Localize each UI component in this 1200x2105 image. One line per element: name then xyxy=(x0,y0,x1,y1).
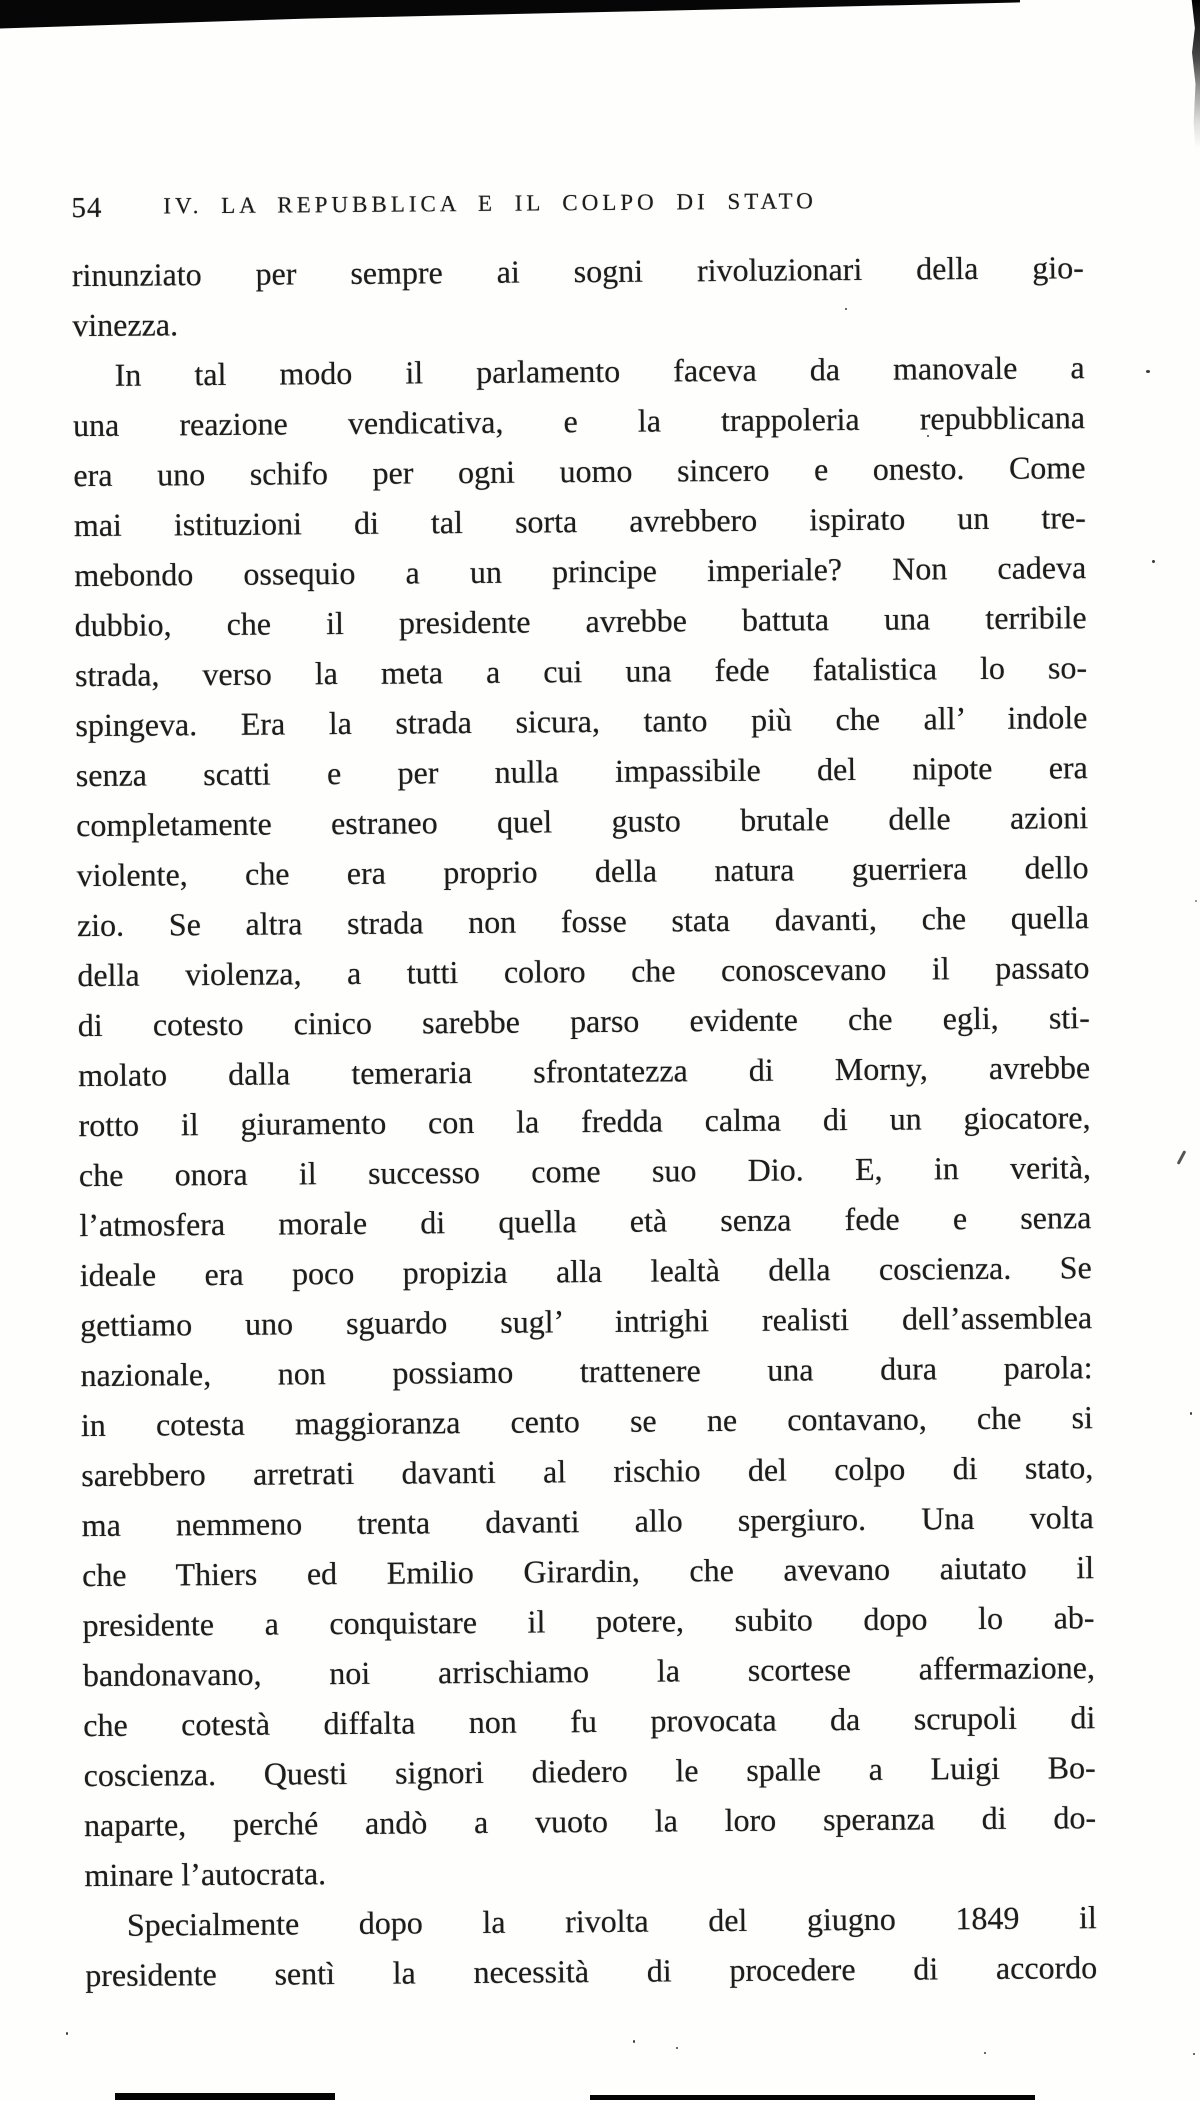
text-line: dubbio, che il presidente avrebbe battuta una terribile xyxy=(74,599,1087,644)
text-line: violente, che era proprio della natura guerriera dello xyxy=(76,849,1089,894)
text-line: In tal modo il parlamento faceva da manovale a xyxy=(114,349,1085,393)
text-line: zio. Se altra strada non fosse stata davanti, che quella xyxy=(76,899,1090,944)
text-line: di cotesto cinico sarebbe parso evidente che egli, sti- xyxy=(77,999,1090,1044)
page-number: 54 xyxy=(71,191,103,225)
text-line: l’atmosfera morale di quella età senza fede e senza xyxy=(79,1199,1092,1244)
text-line: ideale era poco propizia alla lealtà della coscienza. Se xyxy=(79,1249,1092,1294)
text-line: della violenza, a tutti coloro che conoscevano il passato xyxy=(77,949,1090,994)
text-line: vinezza. xyxy=(72,306,179,344)
text-line: mai istituzioni di tal sorta avrebbero ispirato un tre- xyxy=(73,499,1086,544)
text-line: gettiamo uno sguardo sugl’ intrighi realisti dell’assemblea xyxy=(80,1299,1093,1344)
body-text xyxy=(72,242,1098,2000)
text-line: coscienza. Questi signori diedero le spalle a Luigi Bo- xyxy=(83,1749,1096,1794)
text-line: mebondo ossequio a un principe imperiale? Non cadeva xyxy=(74,549,1087,594)
text-line: ma nemmeno trenta davanti allo spergiuro. Una volta xyxy=(81,1499,1094,1544)
text-line: completamente estraneo quel gusto brutale delle azioni xyxy=(76,799,1089,844)
text-line: nazionale, non possiamo trattenere una dura parola: xyxy=(80,1349,1093,1394)
text-line: una reazione vendicativa, e la trappoleria repubblicana xyxy=(72,399,1086,444)
text-line: senza scatti e per nulla impassibile del nipote era xyxy=(75,749,1088,794)
text-line: molato dalla temeraria sfrontatezza di Morny, avrebbe xyxy=(78,1049,1091,1094)
text-line: che cotestà diffalta non fu provocata da scrupoli di xyxy=(83,1699,1096,1744)
text-line: bandonavano, noi arrischiamo la scortese affermazione, xyxy=(82,1649,1096,1694)
text-line: minare l’autocrata. xyxy=(84,1855,327,1894)
text-line: naparte, perché andò a vuoto la loro speranza di do- xyxy=(83,1799,1097,1844)
running-title: IV. LA REPUBBLICA E IL COLPO DI STATO xyxy=(163,188,817,219)
page-header xyxy=(71,182,1083,226)
text-line: che onora il successo come suo Dio. E, in verità, xyxy=(78,1149,1092,1194)
text-line: che Thiers ed Emilio Girardin, che avevano aiutato il xyxy=(81,1549,1095,1594)
text-line: spingeva. Era la strada sicura, tanto più che all’ indole xyxy=(75,699,1088,744)
text-line: rinunziato per sempre ai sogni rivoluzionari della gio- xyxy=(71,249,1085,294)
text-line: in cotesta maggioranza cento se ne contavano, che si xyxy=(80,1399,1094,1444)
text-line: rotto il giuramento con la fredda calma di un giocatore, xyxy=(78,1099,1091,1144)
text-line: era uno schifo per ogni uomo sincero e onesto. Come xyxy=(73,449,1086,494)
text-line: Specialmente dopo la rivolta del giugno 1849 il xyxy=(126,1899,1097,1943)
text-line: presidente a conquistare il potere, subito dopo lo ab- xyxy=(82,1599,1095,1644)
text-line: presidente sentì la necessità di procedere di accordo xyxy=(85,1949,1098,1994)
text-line: sarebbero arretrati davanti al rischio del colpo di stato, xyxy=(81,1449,1094,1494)
text-line: strada, verso la meta a cui una fede fatalistica lo so- xyxy=(74,649,1088,694)
